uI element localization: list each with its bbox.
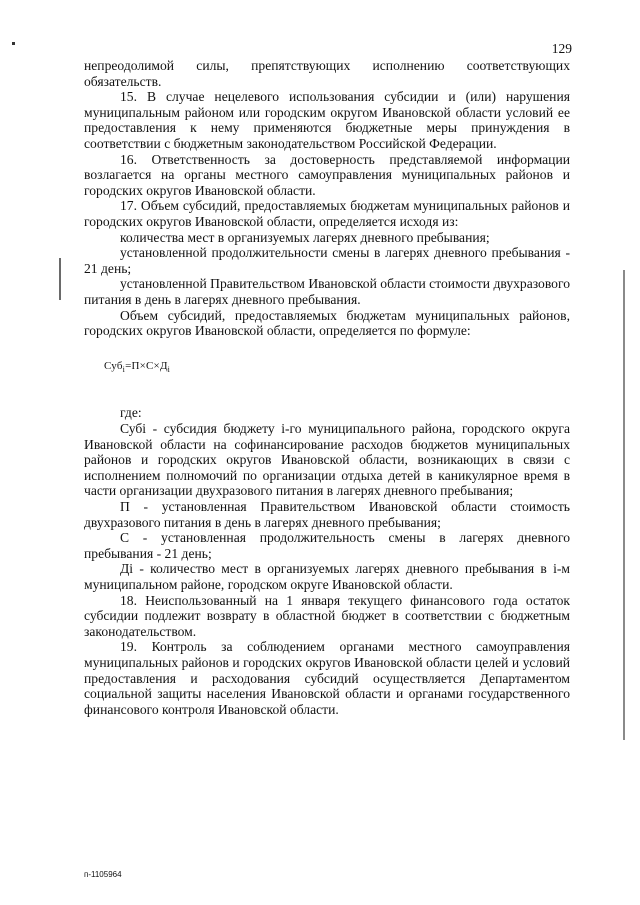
scan-speck <box>12 42 15 45</box>
definition-meal-cost: П - установленная Правительством Ивановской области стоимость двухразового питания в день в лагерях дневного пребывания; <box>84 499 570 530</box>
paragraph-16: 16. Ответственность за достоверность представляемой информации возлагается на органы местного самоуправления муниципальных районов и городских округов Ивановской области. <box>84 151 570 198</box>
paragraph-continuation: непреодолимой силы, препятствующих исполнению соответствующих обязательств. <box>84 58 570 89</box>
scan-mark <box>59 258 61 300</box>
formula-intro: Объем субсидий, предоставляемых бюджетам муниципальных районов, городских округов Ивановской области, определяется по формуле: <box>84 307 570 339</box>
criterion-meal-cost: установленной Правительством Ивановской области стоимости двухразового питания в день в лагерях дневного пребывания. <box>84 276 570 307</box>
paragraph-18: 18. Неиспользованный на 1 января текущего финансового года остаток субсидии подлежит возврату в областной бюджет в соответствии с бюджетным законодательством. <box>84 592 570 639</box>
page-number: 129 <box>551 41 572 56</box>
criterion-shift-duration: установленной продолжительности смены в лагерях дневного пребывания - 21 день; <box>84 245 570 276</box>
paragraph-19: 19. Контроль за соблюдением органами местного самоуправления муниципальных районов и городских округов Ивановской области целей и условий предоставления и расходования субсидий осуществляется Департаментом социальной защиты населения Ивановской области и органами государственного финансового контроля Ивановской области. <box>84 639 570 717</box>
scan-mark <box>623 270 625 740</box>
formula-rhs: =П×С×Д <box>125 359 168 372</box>
formula-lhs: Суб <box>104 359 123 372</box>
formula-index: i <box>122 364 126 374</box>
criterion-places: количества мест в организуемых лагерях дневного пребывания; <box>120 229 490 245</box>
formula-index: i <box>167 364 171 374</box>
definition-shift-duration: С - установленная продолжительность смены в лагерях дневного пребывания - 21 день; <box>84 530 570 561</box>
paragraph-17: 17. Объем субсидий, предоставляемых бюджетам муниципальных районов и городских округов Ивановской области, определяется исходя из: <box>84 198 570 229</box>
document-id: п-1105964 <box>84 870 122 879</box>
document-body <box>84 58 570 717</box>
paragraph-15: 15. В случае нецелевого использования субсидии и (или) нарушения муниципальным районом или городским округом Ивановской области условий ее предоставления к нему применяются бюджетные меры принуждения в соответствии с бюджетным законодательством Российской Федерации. <box>84 89 570 151</box>
definition-subsidy: Субі - субсидия бюджету і-го муниципального района, городского округа Ивановской области на софинансирование расходов бюджетов муниципальных районов и городских округов Ивановской области, возникающих в связи с исполнением полномочий по организации отдыха детей в каникулярное время в части организации двухразового питания в лагерях дневного пребывания; <box>84 421 570 499</box>
definition-places: Ді - количество мест в организуемых лагерях дневного пребывания в і-м муниципальном районе, городском округе Ивановской области. <box>84 561 570 592</box>
where-label: где: <box>120 405 142 421</box>
subsidy-formula <box>104 359 570 378</box>
